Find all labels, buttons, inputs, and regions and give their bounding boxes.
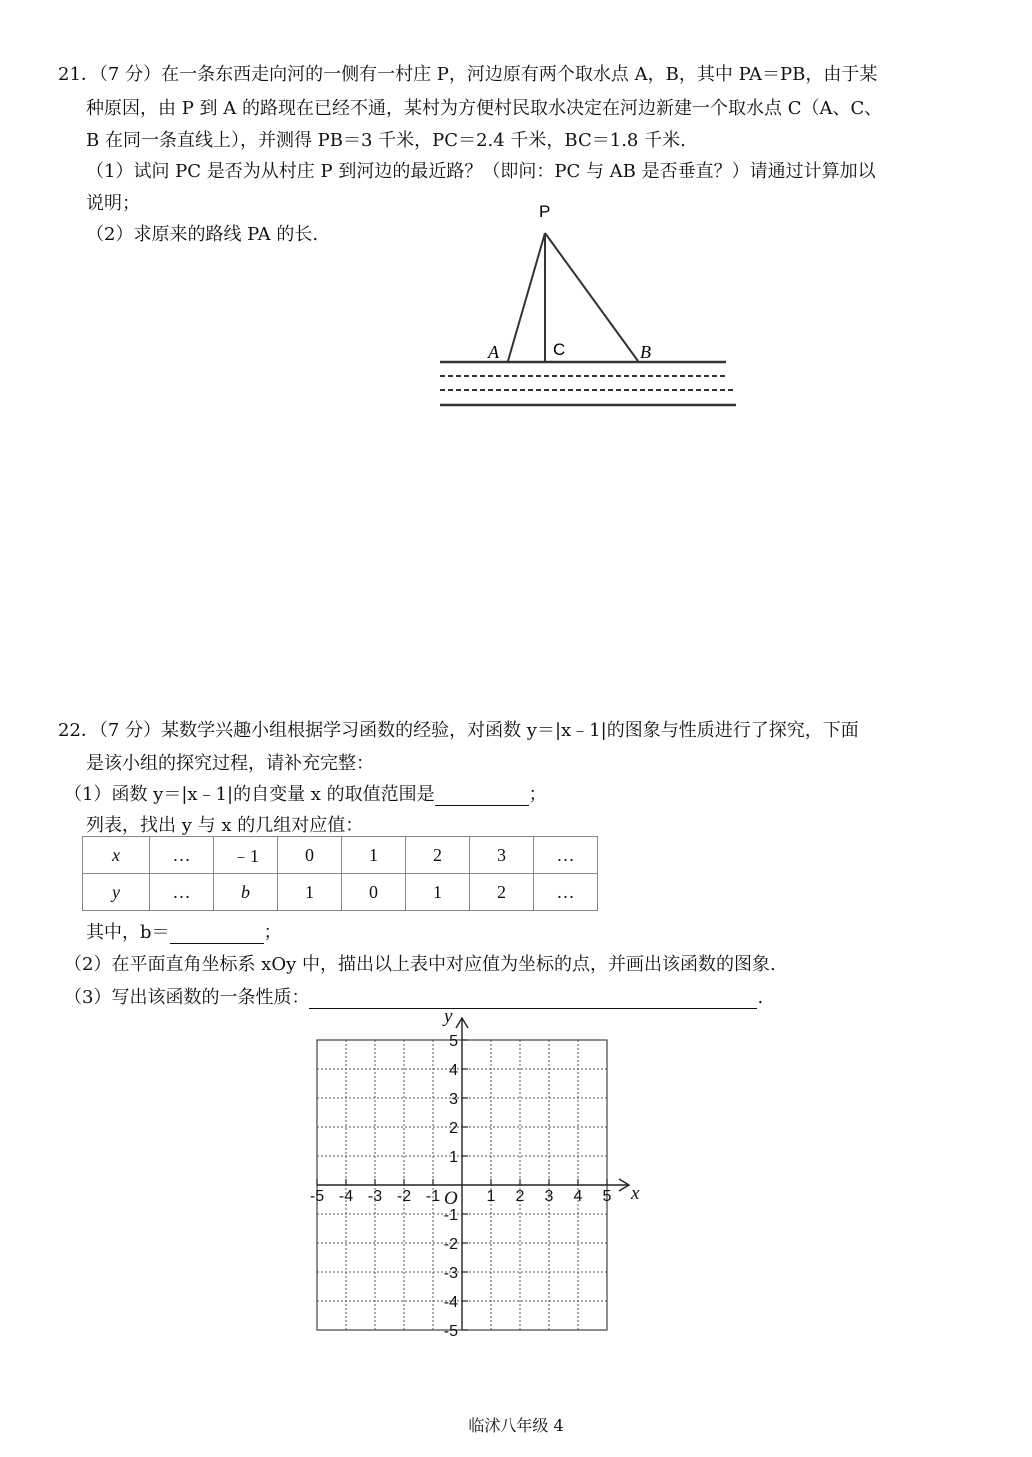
q21-stem-line3: B 在同一条直线上），并测得 PB＝3 千米，PC＝2.4 千米，BC＝1.8 千米. (86, 130, 686, 151)
x-tick-label: -1 (425, 1188, 441, 1205)
table-cell: … (150, 837, 214, 874)
table-cell: 0 (278, 837, 342, 874)
x-tick-label: 4 (573, 1188, 583, 1205)
x-axis-label: x (631, 1183, 640, 1204)
table-cell: 2 (470, 874, 534, 911)
q22-b-prefix: 其中，b＝ (86, 922, 170, 943)
table-cell: 2 (406, 837, 470, 874)
y-tick-label: -3 (443, 1265, 458, 1282)
y-tick-label: -2 (443, 1236, 458, 1253)
y-tick-label: 5 (449, 1033, 458, 1050)
table-cell: x (83, 837, 150, 874)
x-tick-label: -4 (338, 1188, 354, 1205)
x-tick-label: -3 (367, 1188, 383, 1205)
y-tick-label: 1 (449, 1149, 458, 1166)
table-cell: 1 (406, 874, 470, 911)
q22-part3-prefix: （3）写出该函数的一条性质： (64, 987, 310, 1008)
q22-part2: （2）在平面直角坐标系 xOy 中，描出以上表中对应值为坐标的点，并画出该函数的图象. (64, 954, 776, 975)
q21-stem-line1: 21．（7 分）在一条东西走向河的一侧有一村庄 P，河边原有两个取水点 A，B，其中 PA＝PB，由于某 (58, 64, 878, 85)
y-tick-label: 2 (449, 1120, 458, 1137)
q22-b-suffix: ； (263, 922, 282, 943)
table-cell: b (214, 874, 278, 911)
table-cell: … (534, 837, 598, 874)
table-cell: 1 (278, 874, 342, 911)
table-cell: … (534, 874, 598, 911)
x-tick-label: -5 (309, 1188, 325, 1205)
table-cell: ﹣1 (214, 837, 278, 874)
x-tick-label: 2 (515, 1188, 525, 1205)
x-tick-label: 3 (544, 1188, 554, 1205)
x-tick-label: -2 (396, 1188, 412, 1205)
q22-part1-suffix: ； (528, 784, 547, 805)
label-A: A (488, 342, 499, 362)
q22-part1-prefix: （1）函数 y＝|x﹣1|的自变量 x 的取值范围是 (64, 784, 435, 805)
y-tick-label: -1 (443, 1207, 458, 1224)
label-C: C (553, 340, 566, 359)
q22-table-intro: 列表，找出 y 与 x 的几组对应值： (86, 815, 364, 836)
y-tick-label: -5 (443, 1323, 458, 1340)
page-footer: 临沭八年级 4 (468, 1416, 564, 1435)
q21-part1-line1: （1）试问 PC 是否为从村庄 P 到河边的最近路？（即问：PC 与 AB 是否垂直？）请通过计算加以 (86, 161, 876, 182)
y-axis-label: y (444, 1006, 453, 1027)
label-P: P (539, 202, 551, 221)
q22-part3-suffix: . (757, 987, 764, 1008)
q21-stem-line2: 种原因，由 P 到 A 的路现在已经不通，某村为方便村民取水决定在河边新建一个取水点 C（A、C、 (86, 98, 883, 119)
x-tick-label: 5 (602, 1188, 612, 1205)
q21-part2: （2）求原来的路线 PA 的长. (86, 224, 319, 245)
label-B: B (640, 342, 651, 362)
y-tick-label: 3 (449, 1091, 458, 1108)
q22-stem-line2: 是该小组的探究过程，请补充完整： (86, 753, 374, 774)
x-tick-label: 1 (486, 1188, 496, 1205)
y-tick-label: -4 (443, 1294, 458, 1311)
q21-part1-line2: 说明； (86, 193, 140, 214)
table-cell: … (150, 874, 214, 911)
table-cell: 3 (470, 837, 534, 874)
y-tick-label: 4 (449, 1062, 458, 1079)
table-cell: 1 (342, 837, 406, 874)
origin-label: O (444, 1188, 458, 1209)
q22-stem-line1: 22．（7 分）某数学兴趣小组根据学习函数的经验，对函数 y＝|x﹣1|的图象与性质进行了探究，下面 (58, 720, 859, 741)
table-cell: y (83, 874, 150, 911)
table-cell: 0 (342, 874, 406, 911)
